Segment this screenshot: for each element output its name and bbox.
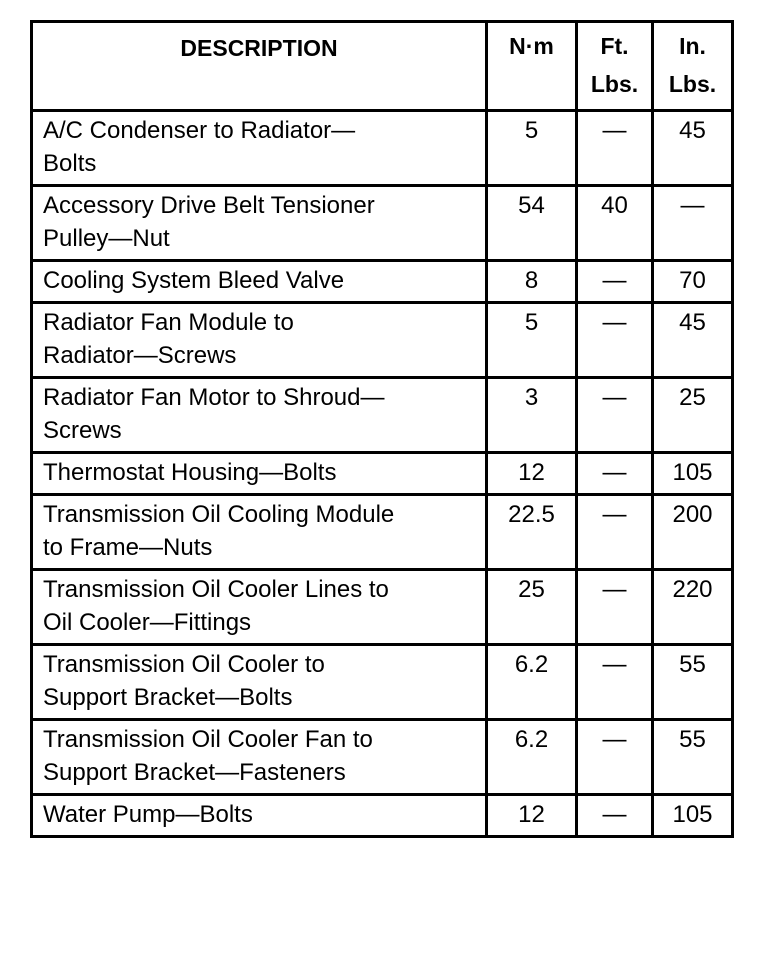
description-line-2: Screws bbox=[43, 417, 122, 444]
description-line-2: Oil Cooler—Fittings bbox=[43, 609, 252, 636]
description-line-2: Pulley—Nut bbox=[43, 225, 170, 252]
in-header-line1: In. bbox=[679, 33, 706, 59]
table-row bbox=[32, 570, 733, 645]
nm-value-cell: 54 bbox=[487, 186, 577, 261]
description-line-2: Support Bracket—Bolts bbox=[43, 684, 293, 711]
table-row bbox=[32, 378, 733, 453]
description-cell bbox=[32, 570, 487, 645]
nm-value-cell: 25 bbox=[487, 570, 577, 645]
description-cell bbox=[32, 111, 487, 186]
description-line-1: Water Pump—Bolts bbox=[43, 801, 253, 828]
nm-value-cell: 6.2 bbox=[487, 720, 577, 795]
description-cell bbox=[32, 453, 487, 495]
nm-value-cell: 3 bbox=[487, 378, 577, 453]
description-cell bbox=[32, 378, 487, 453]
header-row bbox=[32, 22, 733, 111]
in-lbs-value-cell: 105 bbox=[653, 795, 733, 837]
description-line-1: Accessory Drive Belt Tensioner bbox=[43, 192, 375, 219]
description-line-1: Radiator Fan Module to bbox=[43, 309, 294, 336]
description-line-1: Transmission Oil Cooler to bbox=[43, 651, 325, 678]
description-line-1: Transmission Oil Cooling Module bbox=[43, 501, 395, 528]
table-row bbox=[32, 720, 733, 795]
description-line-2: Radiator—Screws bbox=[43, 342, 237, 369]
description-cell bbox=[32, 303, 487, 378]
ft-lbs-value-cell: — bbox=[577, 378, 653, 453]
description-cell bbox=[32, 186, 487, 261]
table-row bbox=[32, 111, 733, 186]
in-lbs-value-cell: 105 bbox=[653, 453, 733, 495]
description-line-1: Thermostat Housing—Bolts bbox=[43, 459, 337, 486]
nm-column-header bbox=[487, 22, 577, 111]
nm-header-label: N·m bbox=[509, 33, 554, 59]
in-lbs-value-cell: 25 bbox=[653, 378, 733, 453]
ft-lbs-value-cell: — bbox=[577, 795, 653, 837]
in-header-line2: Lbs. bbox=[668, 71, 717, 97]
fastener-torque-table bbox=[30, 20, 734, 838]
in-lbs-value-cell: 45 bbox=[653, 303, 733, 378]
table-row bbox=[32, 795, 733, 837]
description-cell bbox=[32, 645, 487, 720]
nm-value-cell: 12 bbox=[487, 453, 577, 495]
ft-lbs-value-cell: — bbox=[577, 261, 653, 303]
in-lbs-value-cell: 45 bbox=[653, 111, 733, 186]
nm-value-cell: 5 bbox=[487, 111, 577, 186]
ft-header-line1: Ft. bbox=[600, 33, 629, 59]
nm-value-cell: 22.5 bbox=[487, 495, 577, 570]
in-lbs-column-header bbox=[653, 22, 733, 111]
description-line-1: A/C Condenser to Radiator— bbox=[43, 117, 356, 144]
table-body bbox=[32, 111, 733, 837]
table-row bbox=[32, 453, 733, 495]
description-line-1: Transmission Oil Cooler Fan to bbox=[43, 726, 373, 753]
description-line-2: to Frame—Nuts bbox=[43, 534, 213, 561]
table-row bbox=[32, 495, 733, 570]
in-lbs-value-cell: 55 bbox=[653, 645, 733, 720]
ft-lbs-value-cell: — bbox=[577, 453, 653, 495]
ft-lbs-value-cell: — bbox=[577, 111, 653, 186]
ft-lbs-column-header bbox=[577, 22, 653, 111]
ft-lbs-value-cell: — bbox=[577, 303, 653, 378]
nm-value-cell: 12 bbox=[487, 795, 577, 837]
ft-lbs-value-cell: — bbox=[577, 570, 653, 645]
description-cell bbox=[32, 495, 487, 570]
ft-lbs-value-cell: — bbox=[577, 495, 653, 570]
description-cell bbox=[32, 261, 487, 303]
description-line-1: Radiator Fan Motor to Shroud— bbox=[43, 384, 385, 411]
description-cell bbox=[32, 720, 487, 795]
description-cell bbox=[32, 795, 487, 837]
nm-value-cell: 6.2 bbox=[487, 645, 577, 720]
description-line-1: Transmission Oil Cooler Lines to bbox=[43, 576, 389, 603]
in-lbs-value-cell: 220 bbox=[653, 570, 733, 645]
table-row bbox=[32, 261, 733, 303]
ft-lbs-value-cell: — bbox=[577, 645, 653, 720]
table-row bbox=[32, 186, 733, 261]
ft-lbs-value-cell: 40 bbox=[577, 186, 653, 261]
description-line-2: Bolts bbox=[43, 150, 97, 177]
in-lbs-value-cell: — bbox=[653, 186, 733, 261]
ft-header-line2: Lbs. bbox=[590, 71, 639, 97]
nm-value-cell: 5 bbox=[487, 303, 577, 378]
table-header bbox=[32, 22, 733, 111]
description-header-label: DESCRIPTION bbox=[180, 35, 338, 61]
table-row bbox=[32, 303, 733, 378]
description-column-header bbox=[32, 22, 487, 111]
in-lbs-value-cell: 200 bbox=[653, 495, 733, 570]
in-lbs-value-cell: 55 bbox=[653, 720, 733, 795]
description-line-2: Support Bracket—Fasteners bbox=[43, 759, 346, 786]
nm-value-cell: 8 bbox=[487, 261, 577, 303]
in-lbs-value-cell: 70 bbox=[653, 261, 733, 303]
description-line-1: Cooling System Bleed Valve bbox=[43, 267, 345, 294]
table-row bbox=[32, 645, 733, 720]
ft-lbs-value-cell: — bbox=[577, 720, 653, 795]
